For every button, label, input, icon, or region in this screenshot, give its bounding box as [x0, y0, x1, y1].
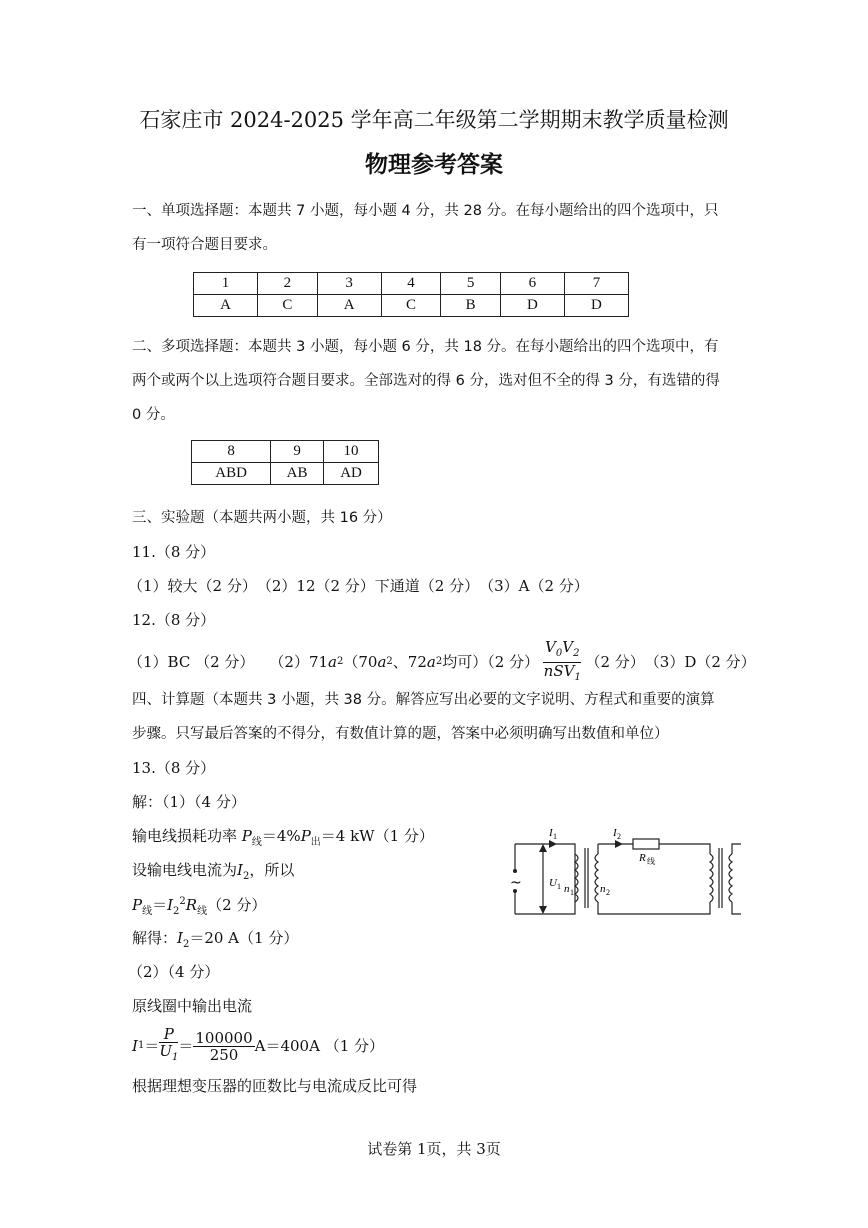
current-assumption-line: 设输电线电流为$I_2$，所以: [132, 861, 295, 882]
primary-current-text: 原线圈中输出电流: [132, 997, 253, 1015]
q11-heading: 11.（8 分）: [132, 543, 216, 561]
q13-solution-part1: 解：（1）（4 分）: [132, 793, 246, 811]
question-number-row: [194, 273, 629, 295]
question-number: 9: [271, 441, 324, 463]
fraction-denominator: 250: [209, 1045, 239, 1064]
question-number-row: [192, 441, 379, 463]
current-arrow-i1: [549, 840, 557, 848]
subscript-out: 出: [310, 837, 321, 848]
answer-cell: B: [441, 295, 501, 317]
fraction-numerator: 100000: [195, 1028, 253, 1047]
transmission-circuit-diagram: [505, 826, 745, 926]
label-i1: I: [549, 827, 553, 839]
q13-solution-part2: （2）（4 分）: [128, 963, 220, 981]
page-footer: 试卷第 1页，共 3页: [367, 1140, 501, 1158]
primary-current-equation: I 1 ＝ $\frac{P}{U_1}$ ＝ $\frac{100000}{250}$ A＝400A （1 分）: [132, 1026, 384, 1066]
question-number: 8: [192, 441, 271, 463]
svg-text:2: 2: [606, 888, 610, 897]
question-number: 3: [317, 273, 381, 295]
answer-cell: ABD: [192, 463, 271, 485]
subscript-line: 线: [142, 906, 153, 917]
answer-cell: A: [194, 295, 258, 317]
section2-instructions-line1: 二、多项选择题：本题共 3 小题，每小题 6 分，共 18 分。在每小题给出的四个选项中，有: [132, 339, 719, 355]
q13-heading: 13.（8 分）: [132, 759, 216, 777]
answer-row: [194, 295, 629, 317]
section3-heading: 三、实验题（本题共两小题，共 16 分）: [132, 510, 392, 526]
q12-part4: 均可）（2 分）: [442, 652, 540, 671]
power-loss-result: ＝4 kW（1 分）: [320, 827, 434, 845]
single-choice-answer-table: [193, 272, 629, 317]
section2-instructions-line2: 两个或两个以上选项符合题目要求。全部选对的得 6 分，选对但不全的得 3 分，有选错的得: [132, 373, 720, 389]
q12-part3: 、72: [392, 652, 427, 671]
label-u1: U: [549, 877, 557, 889]
section4-instructions-line2: 步骤。只写最后答案的不得分，有数值计算的题，答案中必须明确写出数值和单位）: [132, 726, 669, 742]
solve-line: 解得：$I_2=20$ A（1 分）: [132, 929, 299, 950]
fraction-numeric: [193, 1030, 254, 1063]
q12-answer-line: （1）BC （2 分） （2）71 a 2 （70 a 2 、72 a 2 均可）（2 分） $\frac{V_0V_2}{nSV_1}$ （2 分） （3）D（2 分）: [128, 640, 756, 684]
power-loss-eq: ＝4%: [261, 827, 301, 845]
svg-text:1: 1: [557, 882, 561, 891]
current-text: 设输电线电流为: [132, 861, 238, 879]
label-i2: I: [613, 827, 617, 839]
answer-cell: A: [317, 295, 381, 317]
label-n1: n: [564, 883, 570, 895]
current-text-b: ，所以: [249, 861, 295, 879]
exam-title: 石家庄市 2024-2025 学年高二年级第二学期期末教学质量检测: [139, 108, 729, 132]
q12-fraction: $\frac{V_0V_2}{nSV_1}$: [543, 637, 581, 683]
answer-cell: D: [500, 295, 564, 317]
ac-source-symbol: ~: [510, 875, 522, 891]
power-equation-line: $P_线=I_2^2R_线(2$ 分）: [132, 896, 267, 917]
answer-cell: C: [381, 295, 441, 317]
question-number: 4: [381, 273, 441, 295]
power-loss-line: 输电线损耗功率 $P_线=4\%P_出=4$ kW（1 分）: [132, 827, 434, 848]
power-loss-text: 输电线损耗功率: [132, 827, 238, 845]
label-n2: n: [600, 883, 606, 895]
section1-instructions-line2: 有一项符合题目要求。: [132, 237, 277, 253]
subscript-line: 线: [197, 906, 208, 917]
transformer-ratio-line: 根据理想变压器的匝数比与电流成反比可得: [132, 1077, 418, 1095]
multi-choice-answer-table: [191, 440, 379, 485]
subscript-line: 线: [251, 837, 262, 848]
voltage-arrow-down: [539, 906, 547, 914]
label-r: R: [639, 852, 646, 864]
answer-cell: AB: [271, 463, 324, 485]
q12-heading: 12.（8 分）: [132, 611, 216, 629]
section2-instructions-line3: 0 分。: [132, 407, 175, 423]
svg-text:1: 1: [570, 888, 574, 897]
question-number: 6: [500, 273, 564, 295]
svg-text:1: 1: [553, 832, 557, 841]
q12-part5: （2 分） （3）D（2 分）: [585, 652, 756, 671]
answer-cell: D: [564, 295, 628, 317]
answer-cell: C: [258, 295, 318, 317]
current-arrow-i2: [615, 840, 623, 848]
q11-answer-line: （1）较大（2 分） （2）12（2 分）下通道（2 分） （3）A（2 分）: [128, 577, 589, 595]
voltage-arrow-up: [539, 844, 547, 852]
question-number: 2: [258, 273, 318, 295]
solve-result: ＝20 A（1 分）: [189, 929, 299, 947]
answer-row: [192, 463, 379, 485]
section4-instructions-line1: 四、计算题（本题共 3 小题，共 38 分。解答应写出必要的文字说明、方程式和重要的演算: [132, 692, 715, 708]
question-number: 1: [194, 273, 258, 295]
primary-current-result: A＝400A （1 分）: [254, 1036, 385, 1055]
solve-text: 解得：: [132, 929, 178, 947]
section1-instructions-line1: 一、单项选择题：本题共 7 小题，每小题 4 分，共 28 分。在每小题给出的四个选项中，只: [132, 203, 719, 219]
fraction-p-over-u: $\frac{P}{U_1}$: [159, 1025, 179, 1063]
q12-part2: （70: [343, 652, 378, 671]
svg-text:2: 2: [617, 832, 621, 841]
q12-part1: （1）BC （2 分） （2）71: [128, 652, 329, 671]
question-number: 7: [564, 273, 628, 295]
question-number: 10: [324, 441, 379, 463]
question-number: 5: [441, 273, 501, 295]
power-equation-score: （2 分）: [207, 896, 267, 914]
answer-cell: AD: [324, 463, 379, 485]
answer-key-title: 物理参考答案: [365, 152, 503, 178]
label-r-sub: 线: [647, 857, 655, 866]
